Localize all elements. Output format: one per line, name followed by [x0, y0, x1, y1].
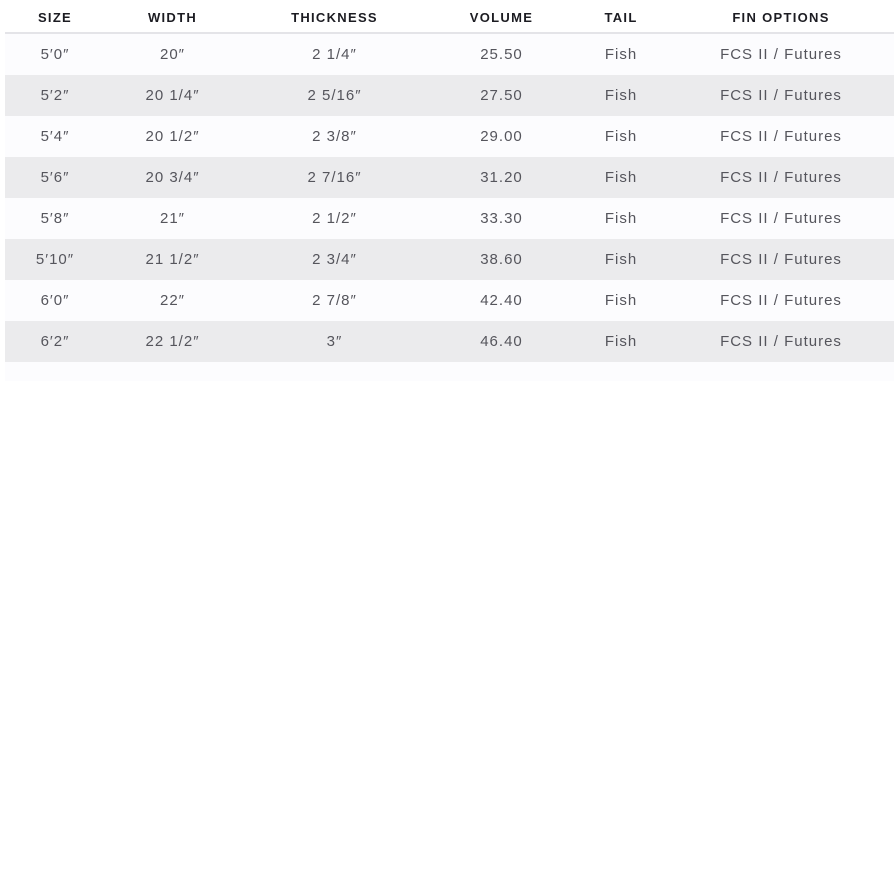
fin-options-cell: FCS II / Futures — [668, 116, 894, 157]
thickness-cell: 2 1/4″ — [240, 33, 429, 75]
fin-options-cell: FCS II / Futures — [668, 33, 894, 75]
volume-cell: 29.00 — [429, 116, 574, 157]
fin-options-cell: FCS II / Futures — [668, 75, 894, 116]
volume-cell: 38.60 — [429, 239, 574, 280]
header-size: SIZE — [5, 0, 105, 33]
thickness-cell: 3″ — [240, 321, 429, 362]
width-cell: 21″ — [105, 198, 240, 239]
size-cell: 5′4″ — [5, 116, 105, 157]
thickness-cell: 2 3/8″ — [240, 116, 429, 157]
table-row — [5, 198, 894, 239]
tail-cell: Fish — [574, 116, 668, 157]
fin-options-cell: FCS II / Futures — [668, 239, 894, 280]
table-row — [5, 239, 894, 280]
fin-options-cell: FCS II / Futures — [668, 198, 894, 239]
size-chart-table — [5, 0, 894, 362]
volume-cell: 42.40 — [429, 280, 574, 321]
size-cell: 5′10″ — [5, 239, 105, 280]
size-cell: 5′8″ — [5, 198, 105, 239]
size-cell: 6′2″ — [5, 321, 105, 362]
volume-cell: 33.30 — [429, 198, 574, 239]
table-footer-spacer — [5, 362, 894, 381]
volume-cell: 46.40 — [429, 321, 574, 362]
size-chart — [5, 0, 894, 381]
table-row — [5, 321, 894, 362]
table-row — [5, 75, 894, 116]
thickness-cell: 2 7/16″ — [240, 157, 429, 198]
fin-options-cell: FCS II / Futures — [668, 280, 894, 321]
size-cell: 5′2″ — [5, 75, 105, 116]
table-body — [5, 33, 894, 362]
thickness-cell: 2 1/2″ — [240, 198, 429, 239]
tail-cell: Fish — [574, 321, 668, 362]
width-cell: 20 3/4″ — [105, 157, 240, 198]
width-cell: 20 1/4″ — [105, 75, 240, 116]
thickness-cell: 2 7/8″ — [240, 280, 429, 321]
tail-cell: Fish — [574, 239, 668, 280]
size-cell: 5′6″ — [5, 157, 105, 198]
fin-options-cell: FCS II / Futures — [668, 157, 894, 198]
width-cell: 21 1/2″ — [105, 239, 240, 280]
header-tail: TAIL — [574, 0, 668, 33]
table-row — [5, 157, 894, 198]
width-cell: 22″ — [105, 280, 240, 321]
size-cell: 5′0″ — [5, 33, 105, 75]
fin-options-cell: FCS II / Futures — [668, 321, 894, 362]
tail-cell: Fish — [574, 157, 668, 198]
table-row — [5, 280, 894, 321]
header-width: WIDTH — [105, 0, 240, 33]
table-header-row — [5, 0, 894, 33]
header-fin-options: FIN OPTIONS — [668, 0, 894, 33]
width-cell: 20 1/2″ — [105, 116, 240, 157]
volume-cell: 27.50 — [429, 75, 574, 116]
thickness-cell: 2 5/16″ — [240, 75, 429, 116]
header-volume: VOLUME — [429, 0, 574, 33]
volume-cell: 25.50 — [429, 33, 574, 75]
tail-cell: Fish — [574, 33, 668, 75]
width-cell: 20″ — [105, 33, 240, 75]
tail-cell: Fish — [574, 198, 668, 239]
thickness-cell: 2 3/4″ — [240, 239, 429, 280]
table-row — [5, 116, 894, 157]
width-cell: 22 1/2″ — [105, 321, 240, 362]
tail-cell: Fish — [574, 280, 668, 321]
size-cell: 6′0″ — [5, 280, 105, 321]
volume-cell: 31.20 — [429, 157, 574, 198]
tail-cell: Fish — [574, 75, 668, 116]
table-row — [5, 33, 894, 75]
header-thickness: THICKNESS — [240, 0, 429, 33]
